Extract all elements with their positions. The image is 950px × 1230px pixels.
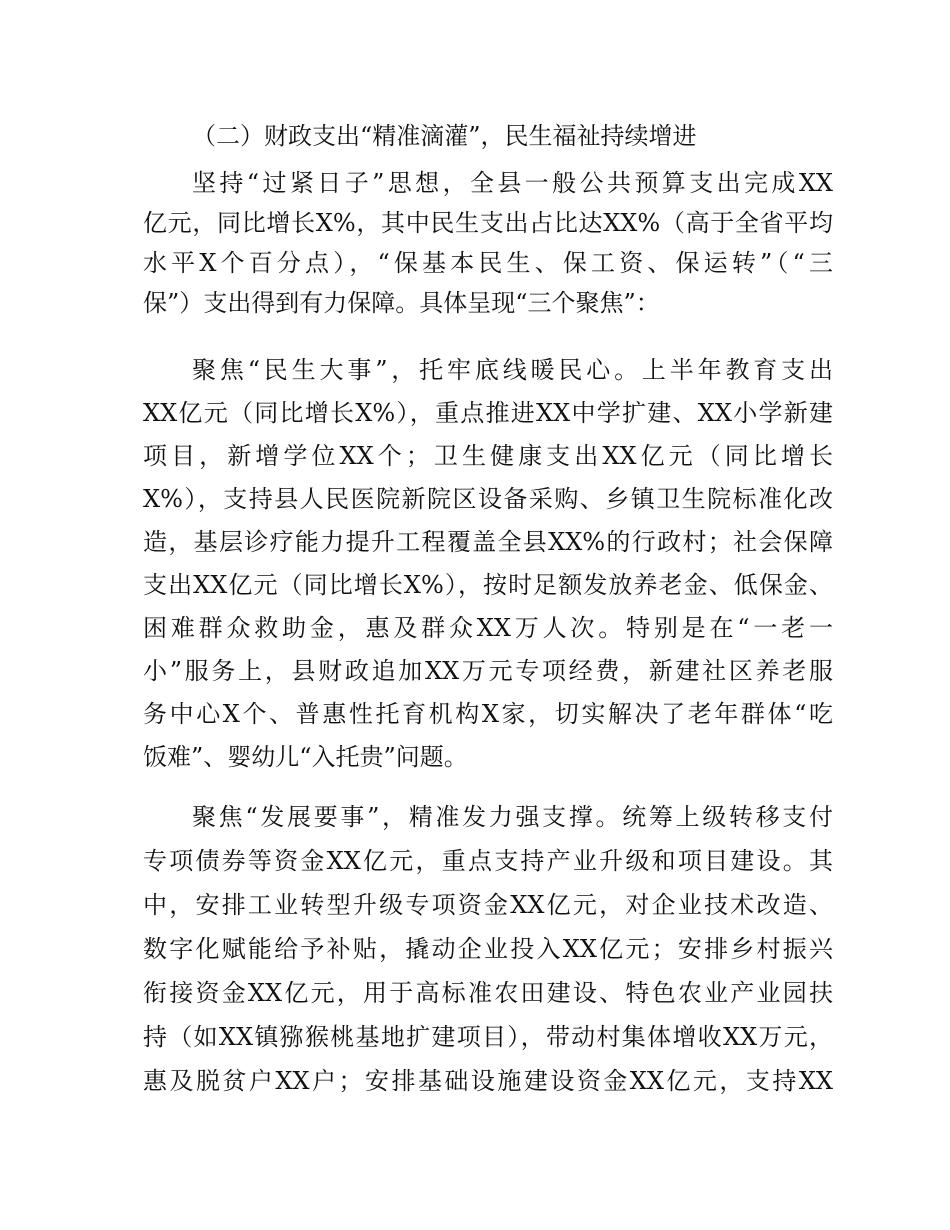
paragraph-2-line-4: X%），支持县人民医院新院区设备采购、乡镇卫生院标准化改 <box>143 485 833 513</box>
paragraph-2-line-7: 困难群众救助金，惠及群众XX万人次。特别是在“一老一 <box>143 614 833 642</box>
paragraph-3-line-3: 中，安排工业转型升级专项资金XX亿元，对企业技术改造、 <box>143 891 833 919</box>
section-heading: （二）财政支出“精准滴灌”，民生福祉持续增进 <box>192 122 697 150</box>
paragraph-2-line-3: 项目，新增学位XX个；卫生健康支出XX亿元（同比增长 <box>143 442 833 470</box>
paragraph-3-line-5: 衔接资金XX亿元，用于高标准农田建设、特色农业产业园扶 <box>143 979 833 1007</box>
paragraph-1-line-1: 坚持“过紧日子”思想，全县一般公共预算支出完成XX <box>192 169 833 197</box>
paragraph-2-line-2: XX亿元（同比增长X%），重点推进XX中学扩建、XX小学新建 <box>143 399 833 427</box>
paragraph-2-line-8: 小”服务上，县财政追加XX万元专项经费，新建社区养老服 <box>143 657 833 685</box>
paragraph-3-line-6: 持（如XX镇猕猴桃基地扩建项目），带动村集体增收XX万元， <box>143 1023 833 1051</box>
paragraph-2-line-1: 聚焦“民生大事”，托牢底线暖民心。上半年教育支出 <box>192 356 833 384</box>
paragraph-2-line-6: 支出XX亿元（同比增长X%），按时足额发放养老金、低保金、 <box>143 571 833 599</box>
paragraph-3-line-1: 聚焦“发展要事”，精准发力强支撑。统筹上级转移支付 <box>192 803 833 831</box>
paragraph-1-line-3: 水平X个百分点），“保基本民生、保工资、保运转”（“三 <box>143 249 833 277</box>
paragraph-1-line-4: 保”）支出得到有力保障。具体呈现“三个聚焦”： <box>143 289 660 317</box>
paragraph-2-line-5: 造，基层诊疗能力提升工程覆盖全县XX%的行政村；社会保障 <box>143 528 833 556</box>
paragraph-2-line-9: 务中心X个、普惠性托育机构X家，切实解决了老年群体“吃 <box>143 700 833 728</box>
paragraph-3-line-7: 惠及脱贫户XX户；安排基础设施建设资金XX亿元，支持XX <box>143 1067 833 1095</box>
paragraph-2-line-10: 饭难”、婴幼儿“入托贵”问题。 <box>143 743 468 771</box>
paragraph-3-line-2: 专项债券等资金XX亿元，重点支持产业升级和项目建设。其 <box>143 847 833 875</box>
paragraph-3-line-4: 数字化赋能给予补贴，撬动企业投入XX亿元；安排乡村振兴 <box>143 935 833 963</box>
paragraph-1-line-2: 亿元，同比增长X%，其中民生支出占比达XX%（高于全省平均 <box>143 209 833 237</box>
